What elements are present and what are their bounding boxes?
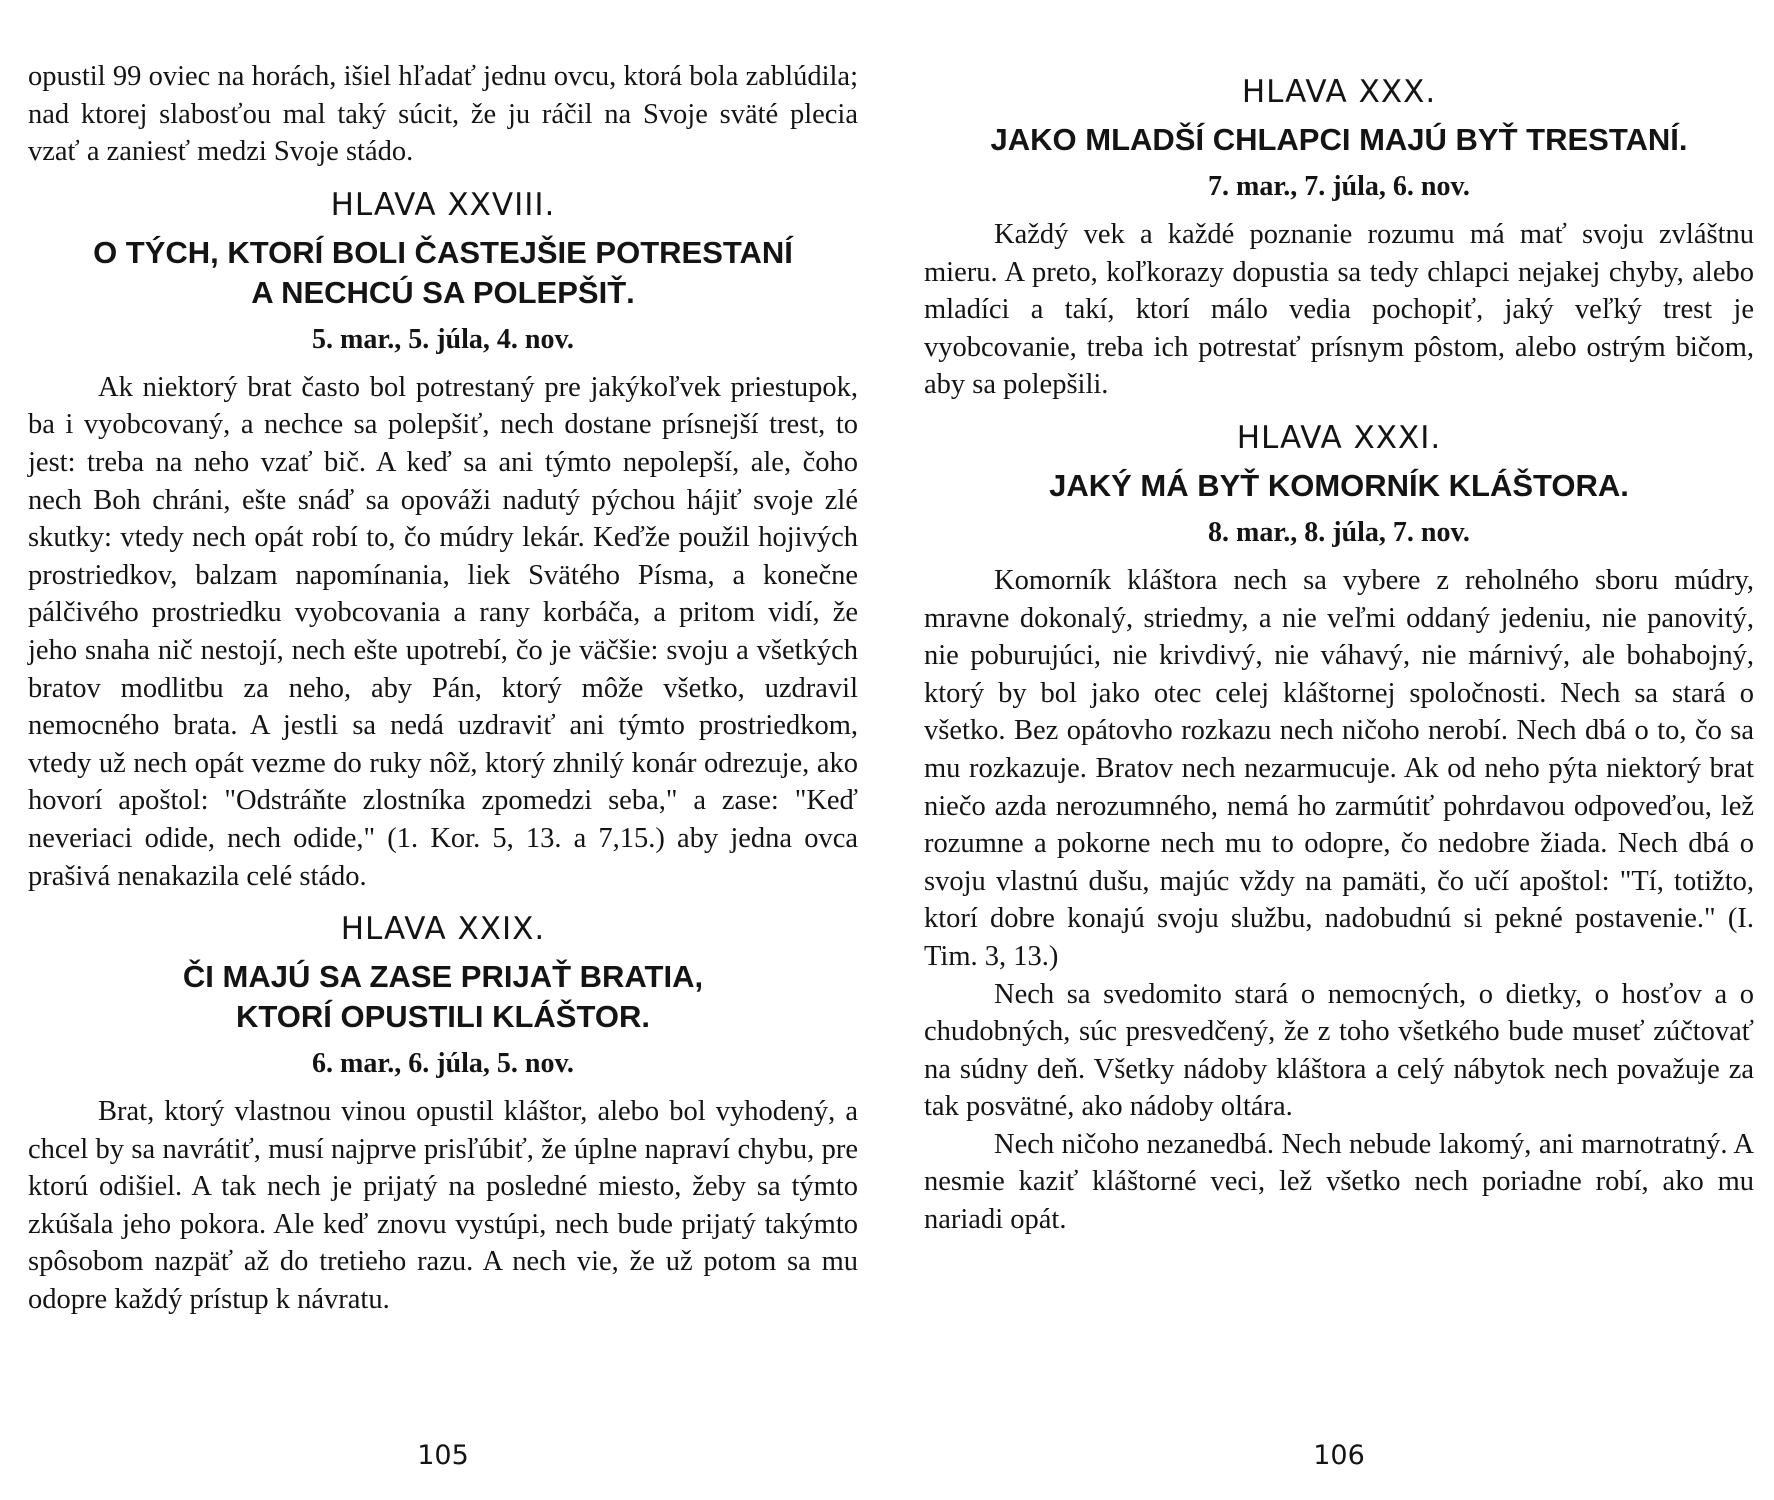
- page-number-right: 106: [1313, 1440, 1365, 1471]
- chapter-28-text: Ak niektorý brat často bol potrestaný pre jakýkoľvek priestupok, ba i vyobcovaný, a nechce sa polepšiť, nech dostane prísnejší trest, to jest: treba na neho vzať bič. A keď sa ani týmto nepolepší, ale, čoho nech Boh chráni, ešte snáď sa opováži nadutý pýchou hájiť svoje zlé skutky: vtedy nech opát robí to, čo múdry lekár. Keďže použil hojivých prostriedkov, balzam napomínania, liek Svätého Písma, a konečne pálčivého prostriedku vyobcovania a rany korbáča, a pritom vidí, že jeho snaha nič nestojí, nech ešte upotrebí, čo je väčšie: svoju a všetkých bratov modlitbu za neho, aby Pán, ktorý môže všetko, uzdravil nemocného brata. A jestli sa nedá uzdraviť ani týmto prostriedkom, vtedy už nech opát vezme do ruky nôž, ktorý zhnilý konár odrezuje, ako hovorí apoštol: "Odstráňte zlostníka zpomedzi seba," a zase: "Keď neveriaci odide, nech odide," (1. Kor. 5, 13. a 7,15.) aby jedna ovca prašivá nenakazila celé stádo.: [28, 371, 858, 892]
- chapter-29-title: [28, 957, 858, 1037]
- continuation-text: opustil 99 oviec na horách, išiel hľadať jednu ovcu, ktorá bola zablúdila; nad ktorej slabosťou mal taký súcit, že ju ráčil na Svoje sväté plecia vzať a zaniesť medzi Svoje stádo.: [28, 61, 858, 168]
- right-page-content: [924, 58, 1754, 1239]
- chapter-28-dates: 5. mar., 5. júla, 4. nov.: [312, 323, 574, 355]
- page-number-left: 105: [417, 1440, 469, 1471]
- chapter-28-title: [28, 233, 858, 313]
- left-page-content: [28, 58, 858, 1319]
- chapter-31-paragraph-1: Komorník kláštora nech sa vybere z reholného sboru múdry, mravne dokonalý, striedmy, a nie veľmi oddaný jedeniu, nie panovitý, nie poburujúci, nie krivdivý, nie váhavý, nie márnivý, ale bohabojný, ktorý by bol jako otec celej kláštornej spoločnosti. Nech sa stará o všetko. Bez opátovho rozkazu nech ničoho nerobí. Nech dbá o to, čo sa mu rozkazuje. Bratov nech nezarmucuje. Ak od neho pýta niektorý brat niečo azda nerozumného, nemá ho zarmútiť pohrdavou odpoveďou, lež rozumne a pokorne nech mu to odopre, čo nedobre žiada. Nech dbá o svoju vlastnú dušu, majúc vždy na pamäti, čo učí apoštol: "Tí, totižto, ktorí dobre konajú svoju službu, nadobudnú si pekné postavenie." (I. Tim. 3, 13.): [924, 564, 1754, 972]
- chapter-31-paragraph-2: Nech sa svedomito stará o nemocných, o dietky, o hosťov a o chudobných, súc presvedčený, že z toho všetkého bude museť zúčtovať na súdny deň. Všetky nádoby kláštora a celý nábytok nech považuje za tak posvätné, ako nádoby oltára.: [924, 978, 1754, 1123]
- chapter-29-dates: 6. mar., 6. júla, 5. nov.: [312, 1048, 574, 1080]
- chapter-30-title: JAKO MLADŠÍ CHLAPCI MAJÚ BYŤ TRESTANÍ.: [990, 122, 1688, 157]
- left-page: [28, 0, 858, 1500]
- chapter-29-heading: HLAVA XXIX.: [340, 911, 546, 948]
- chapter-30-dates: 7. mar., 7. júla, 6. nov.: [1208, 171, 1470, 202]
- chapter-28-heading: HLAVA XXVIII.: [330, 186, 556, 223]
- chapter-28-title-line2: A NECHCÚ SA POLEPŠIŤ.: [251, 274, 635, 310]
- chapter-31-title: JAKÝ MÁ BYŤ KOMORNÍK KLÁŠTORA.: [1049, 467, 1629, 503]
- chapter-29-text: Brat, ktorý vlastnou vinou opustil kláštor, alebo bol vyhodený, a chcel by sa navrátiť, musí najprve prisľúbiť, že úplne napraví chybu, pre ktorú odišiel. A tak nech je prijatý na posledné miesto, žeby sa týmto zkúšala jeho pokora. Ale keď znovu vystúpi, nech bude prijatý takýmto spôsobom nazpäť až do tretieho razu. A nech vie, že už potom sa mu odopre každý prístup k návratu.: [28, 1096, 858, 1316]
- chapter-31-dates: 8. mar., 8. júla, 7. nov.: [1208, 516, 1470, 548]
- chapter-30-text: Každý vek a každé poznanie rozumu má mať svoju zvláštnu mieru. A preto, koľkorazy dopustia sa tedy chlapci nejakej chyby, alebo mladíci a takí, ktorí málo vedia pochopiť, jaký veľký trest je vyobcovanie, treba ich potrestať prísnym pôstom, alebo ostrým bičom, aby sa polepšili.: [924, 219, 1754, 401]
- chapter-31-heading: HLAVA XXXI.: [1236, 419, 1442, 456]
- chapter-28-title-line1: O TÝCH, KTORÍ BOLI ČASTEJŠIE POTRESTANÍ: [93, 234, 793, 270]
- chapter-31-paragraph-3: Nech ničoho nezanedbá. Nech nebude lakomý, ani marnotratný. A nesmie kaziť kláštorné veci, lež všetko nech poriadne robí, ako mu nariadi opát.: [924, 1128, 1754, 1236]
- chapter-29-title-line1: ČI MAJÚ SA ZASE PRIJAŤ BRATIA,: [182, 959, 704, 995]
- right-page: [924, 0, 1754, 1500]
- chapter-30-heading: HLAVA XXX.: [1241, 74, 1437, 110]
- chapter-29-title-line2: KTORÍ OPUSTILI KLÁŠTOR.: [236, 999, 650, 1035]
